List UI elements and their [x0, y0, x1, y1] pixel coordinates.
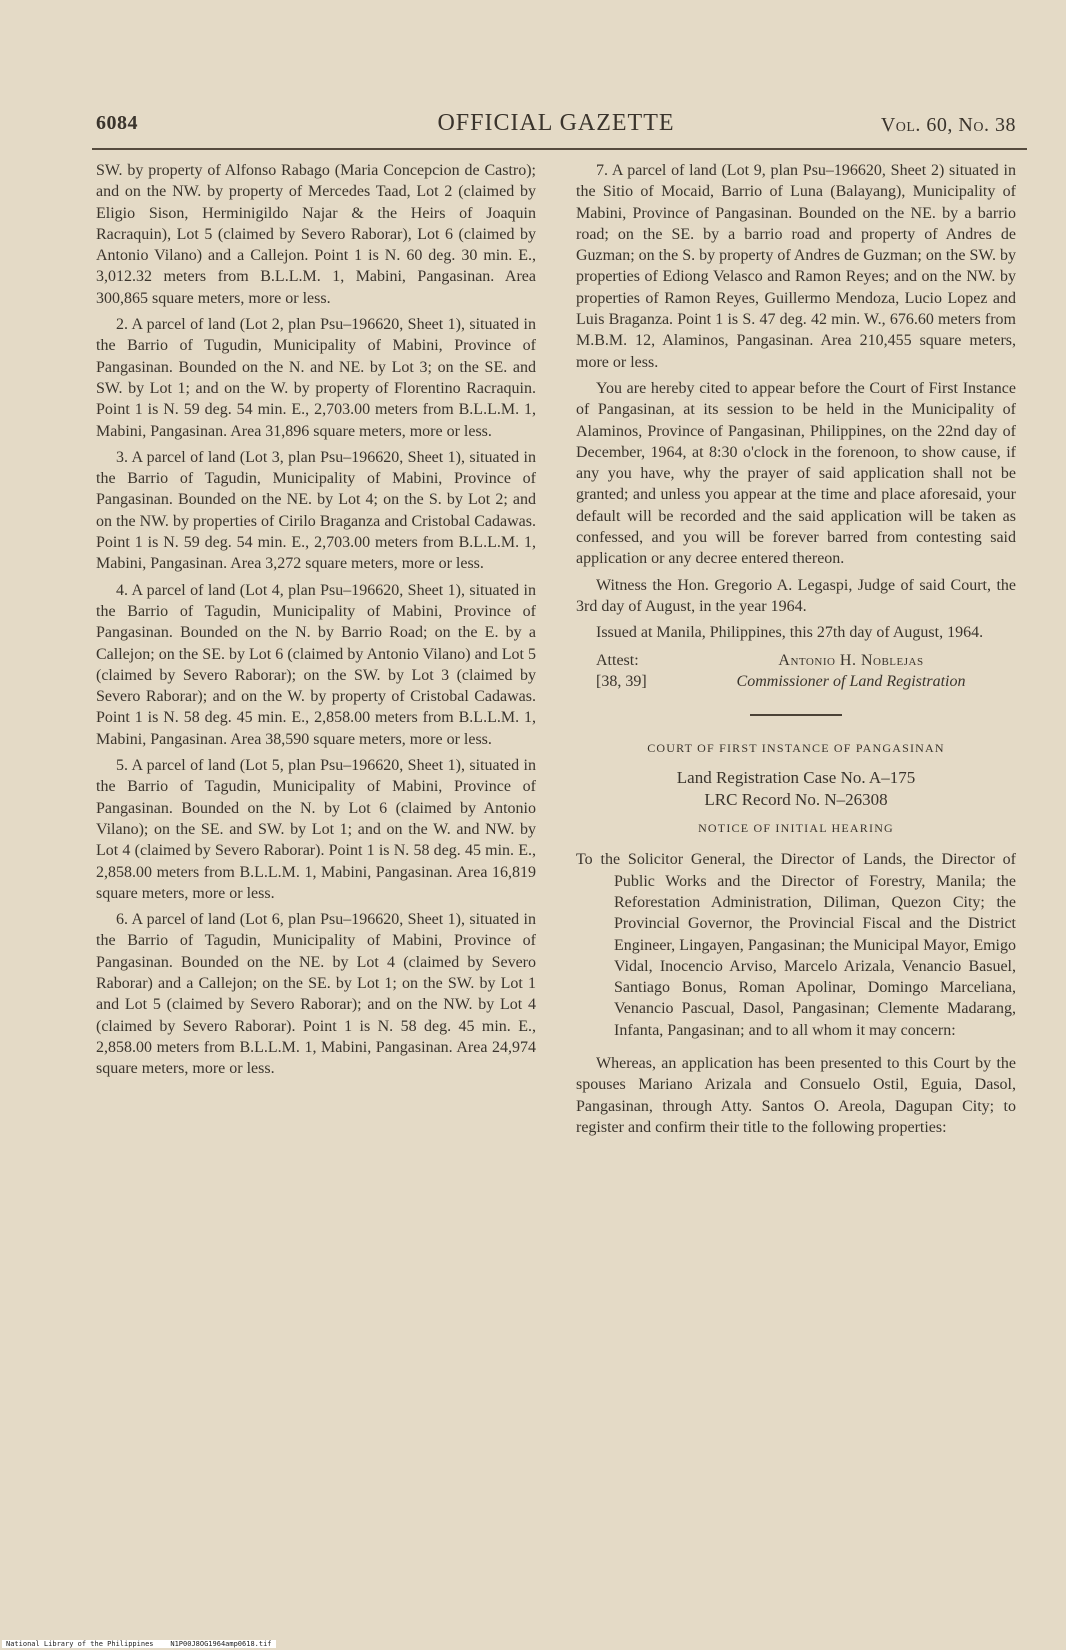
header-rule: [92, 148, 1027, 150]
attest-label: Attest:: [596, 651, 639, 669]
addressees-paragraph: To the Solicitor General, the Director of Lands, the Director of Public Works and the Director of Forestry, Manila; the Reforestation Administration, Diliman, Quezon City; the Provincial Governor, the Provincial Fiscal and the District Engineer, Lingayen, Pangasinan; the Municipal Mayor, Emigo Vidal, Inocencio Arviso, Marcelo Arizala, Venancio Basuel, Santiago Bonus, Roman Apolinar, Domingo Marceliana, Venancio Pascual, Dasol, Pangasinan; Clemente Madarang, Infanta, Pangasinan; and to all whom it may concern:: [576, 851, 1016, 1039]
case-number: Land Registration Case No. A–175: [676, 768, 916, 788]
witness-paragraph: Witness the Hon. Gregorio A. Legaspi, Judge of said Court, the 3rd day of August, in the year 1964.: [576, 576, 1016, 615]
issue-refs: [38, 39]: [596, 672, 647, 690]
lot-4-paragraph: 4. A parcel of land (Lot 4, plan Psu–196620, Sheet 1), situated in the Barrio of Tagudin, Municipality of Mabini, Province of Pangasinan. Bounded on the N. by Barrio Road; on the E. by a Callejon; on the SE. by Lot 6 (claimed by Antonio Vilano) and Lot 5 (claimed by Severo Raborar); on the SW. by Lot 3 (claimed by Severo Raborar); and on the W. by property of Cristobal Cadawas. Point 1 is N. 58 deg. 45 min. E., 2,858.00 meters from B.L.L.M. 1, Mabini, Pangasinan. Area 38,590 square meters, more or less.: [96, 581, 536, 748]
court-heading: COURT OF FIRST INSTANCE OF PANGASINAN: [647, 741, 945, 756]
file-id: N1P00J8OG1964amp0618.tif: [170, 1640, 272, 1648]
attestation: [576, 650, 1016, 693]
record-number: LRC Record No. N–26308: [704, 789, 888, 809]
page-header: [96, 108, 1016, 148]
notice-heading: NOTICE OF INITIAL HEARING: [698, 821, 894, 836]
lot-3-paragraph: 3. A parcel of land (Lot 3, plan Psu–196620, Sheet 1), situated in the Barrio of Tagudin, Municipality of Mabini, Province of Pangasinan. Bounded on the NE. by Lot 4; on the S. by Lot 2; and on the NW. by properties of Cirilo Braganza and Cristobal Cadawas. Point 1 is N. 59 deg. 54 min. E., 2,703.00 meters from B.L.L.M. 1, Mabini, Pangasinan. Area 3,272 square meters, more or less.: [96, 448, 536, 573]
summons-paragraph: You are hereby cited to appear before the Court of First Instance of Pangasinan, at its session to be held in the Municipality of Alaminos, Province of Pangasinan, Philippines, on the 22nd day of December, 1964, at 8:30 o'clock in the forenoon, to show cause, if any you have, why the prayer of said application shall not be granted; and unless you appear at the time and place aforesaid, your default will be recorded and the said application will be taken as confessed, and you will be forever barred from contesting said application or any decree entered thereon.: [576, 379, 1016, 568]
lot-2-paragraph: 2. A parcel of land (Lot 2, plan Psu–196620, Sheet 1), situated in the Barrio of Tugudin, Municipality of Mabini, Province of Pangasinan. Bounded on the N. and NE. by Lot 3; on the SE. and SW. by Lot 1; and on the W. by property of Florentino Racraquin. Point 1 is N. 59 deg. 54 min. E., 2,703.00 meters from B.L.L.M. 1, Mabini, Pangasinan. Area 31,896 square meters, more or less.: [96, 316, 536, 440]
volume-issue: Vol. 60, No. 38: [880, 114, 1016, 136]
publication-title: OFFICIAL GAZETTE: [437, 110, 675, 136]
lot-6-paragraph: 6. A parcel of land (Lot 6, plan Psu–196620, Sheet 1), situated in the Barrio of Tagudin, Municipality of Mabini, Province of Pangasinan. Bounded on the NE. by Lot 4 (claimed by Severo Raborar) and a Callejon; on the SE. by Lot 1; on the SW. by Lot 1 and Lot 5 (claimed by Severo Raborar); and on the NW. by Lot 4 (claimed by Severo Raborar). Point 1 is N. 58 deg. 45 min. E., 2,858.00 meters from B.L.L.M. 1, Mabini, Pangasinan. Area 24,974 square meters, more or less.: [96, 911, 536, 1078]
signer-name: Antonio H. Noblejas: [778, 651, 924, 669]
left-column: [96, 160, 536, 1079]
right-column: [576, 160, 1016, 1138]
lot-5-paragraph: 5. A parcel of land (Lot 5, plan Psu–196620, Sheet 1), situated in the Barrio of Tagudin, Municipality of Mabini, Province of Pangasinan. Bounded on the N. by Lot 6 (claimed by Antonio Vilano); on the SE. and SW. by Lot 1; and on the W. and NW. by Lot 4 (claimed by Severo Raborar). Point 1 is N. 58 deg. 45 min. E., 2,858.00 meters from B.L.L.M. 1, Mabini, Pangasinan. Area 16,819 square meters, more or less.: [96, 757, 536, 902]
library-label: National Library of the Philippines: [6, 1640, 154, 1648]
lot-7-paragraph: 7. A parcel of land (Lot 9, plan Psu–196620, Sheet 2) situated in the Sitio of Mocaid, Barrio of Luna (Balayang), Municipality of Mabini, Province of Pangasinan. Bounded on the NE. by a barrio road; on the SE. by a barrio road and property of Andres de Guzman; on the S. by property of Andres de Guzman; on the SW. by properties of Ediong Velasco and Ramon Reyes; and on the NW. by properties of Ramon Reyes, Guillermo Mendoza, Lucio Lopez and Luis Braganza. Point 1 is S. 47 deg. 42 min. W., 676.60 meters from M.B.M. 12, Alaminos, Pangasinan. Area 210,455 square meters, more or less.: [576, 162, 1016, 371]
signer-title: Commissioner of Land Registration: [736, 672, 966, 690]
section-divider: [750, 714, 842, 716]
whereas-paragraph: Whereas, an application has been presented to this Court by the spouses Mariano Arizala and Consuelo Ostil, Eguia, Dasol, Pangasinan, through Atty. Santos O. Areola, Dagupan City; to register and confirm their title to the following properties:: [576, 1054, 1016, 1136]
scan-footer: [2, 1640, 276, 1648]
issued-paragraph: Issued at Manila, Philippines, this 27th day of August, 1964.: [596, 624, 984, 642]
lot-1-continuation: SW. by property of Alfonso Rabago (Maria Concepcion de Castro); and on the NW. by property of Mercedes Taad, Lot 2 (claimed by Eligio Sison, Herminigildo Najar & the Heirs of Joaquin Racraquin), Lot 5 (claimed by Severo Raborar), Lot 6 (claimed by Antonio Vilano) and a Callejon. Point 1 is N. 60 deg. 30 min. E., 3,012.32 meters from B.L.L.M. 1, Mabini, Pangasinan. Area 300,865 square meters, more or less.: [96, 162, 536, 307]
page-number: 6084: [96, 112, 138, 134]
